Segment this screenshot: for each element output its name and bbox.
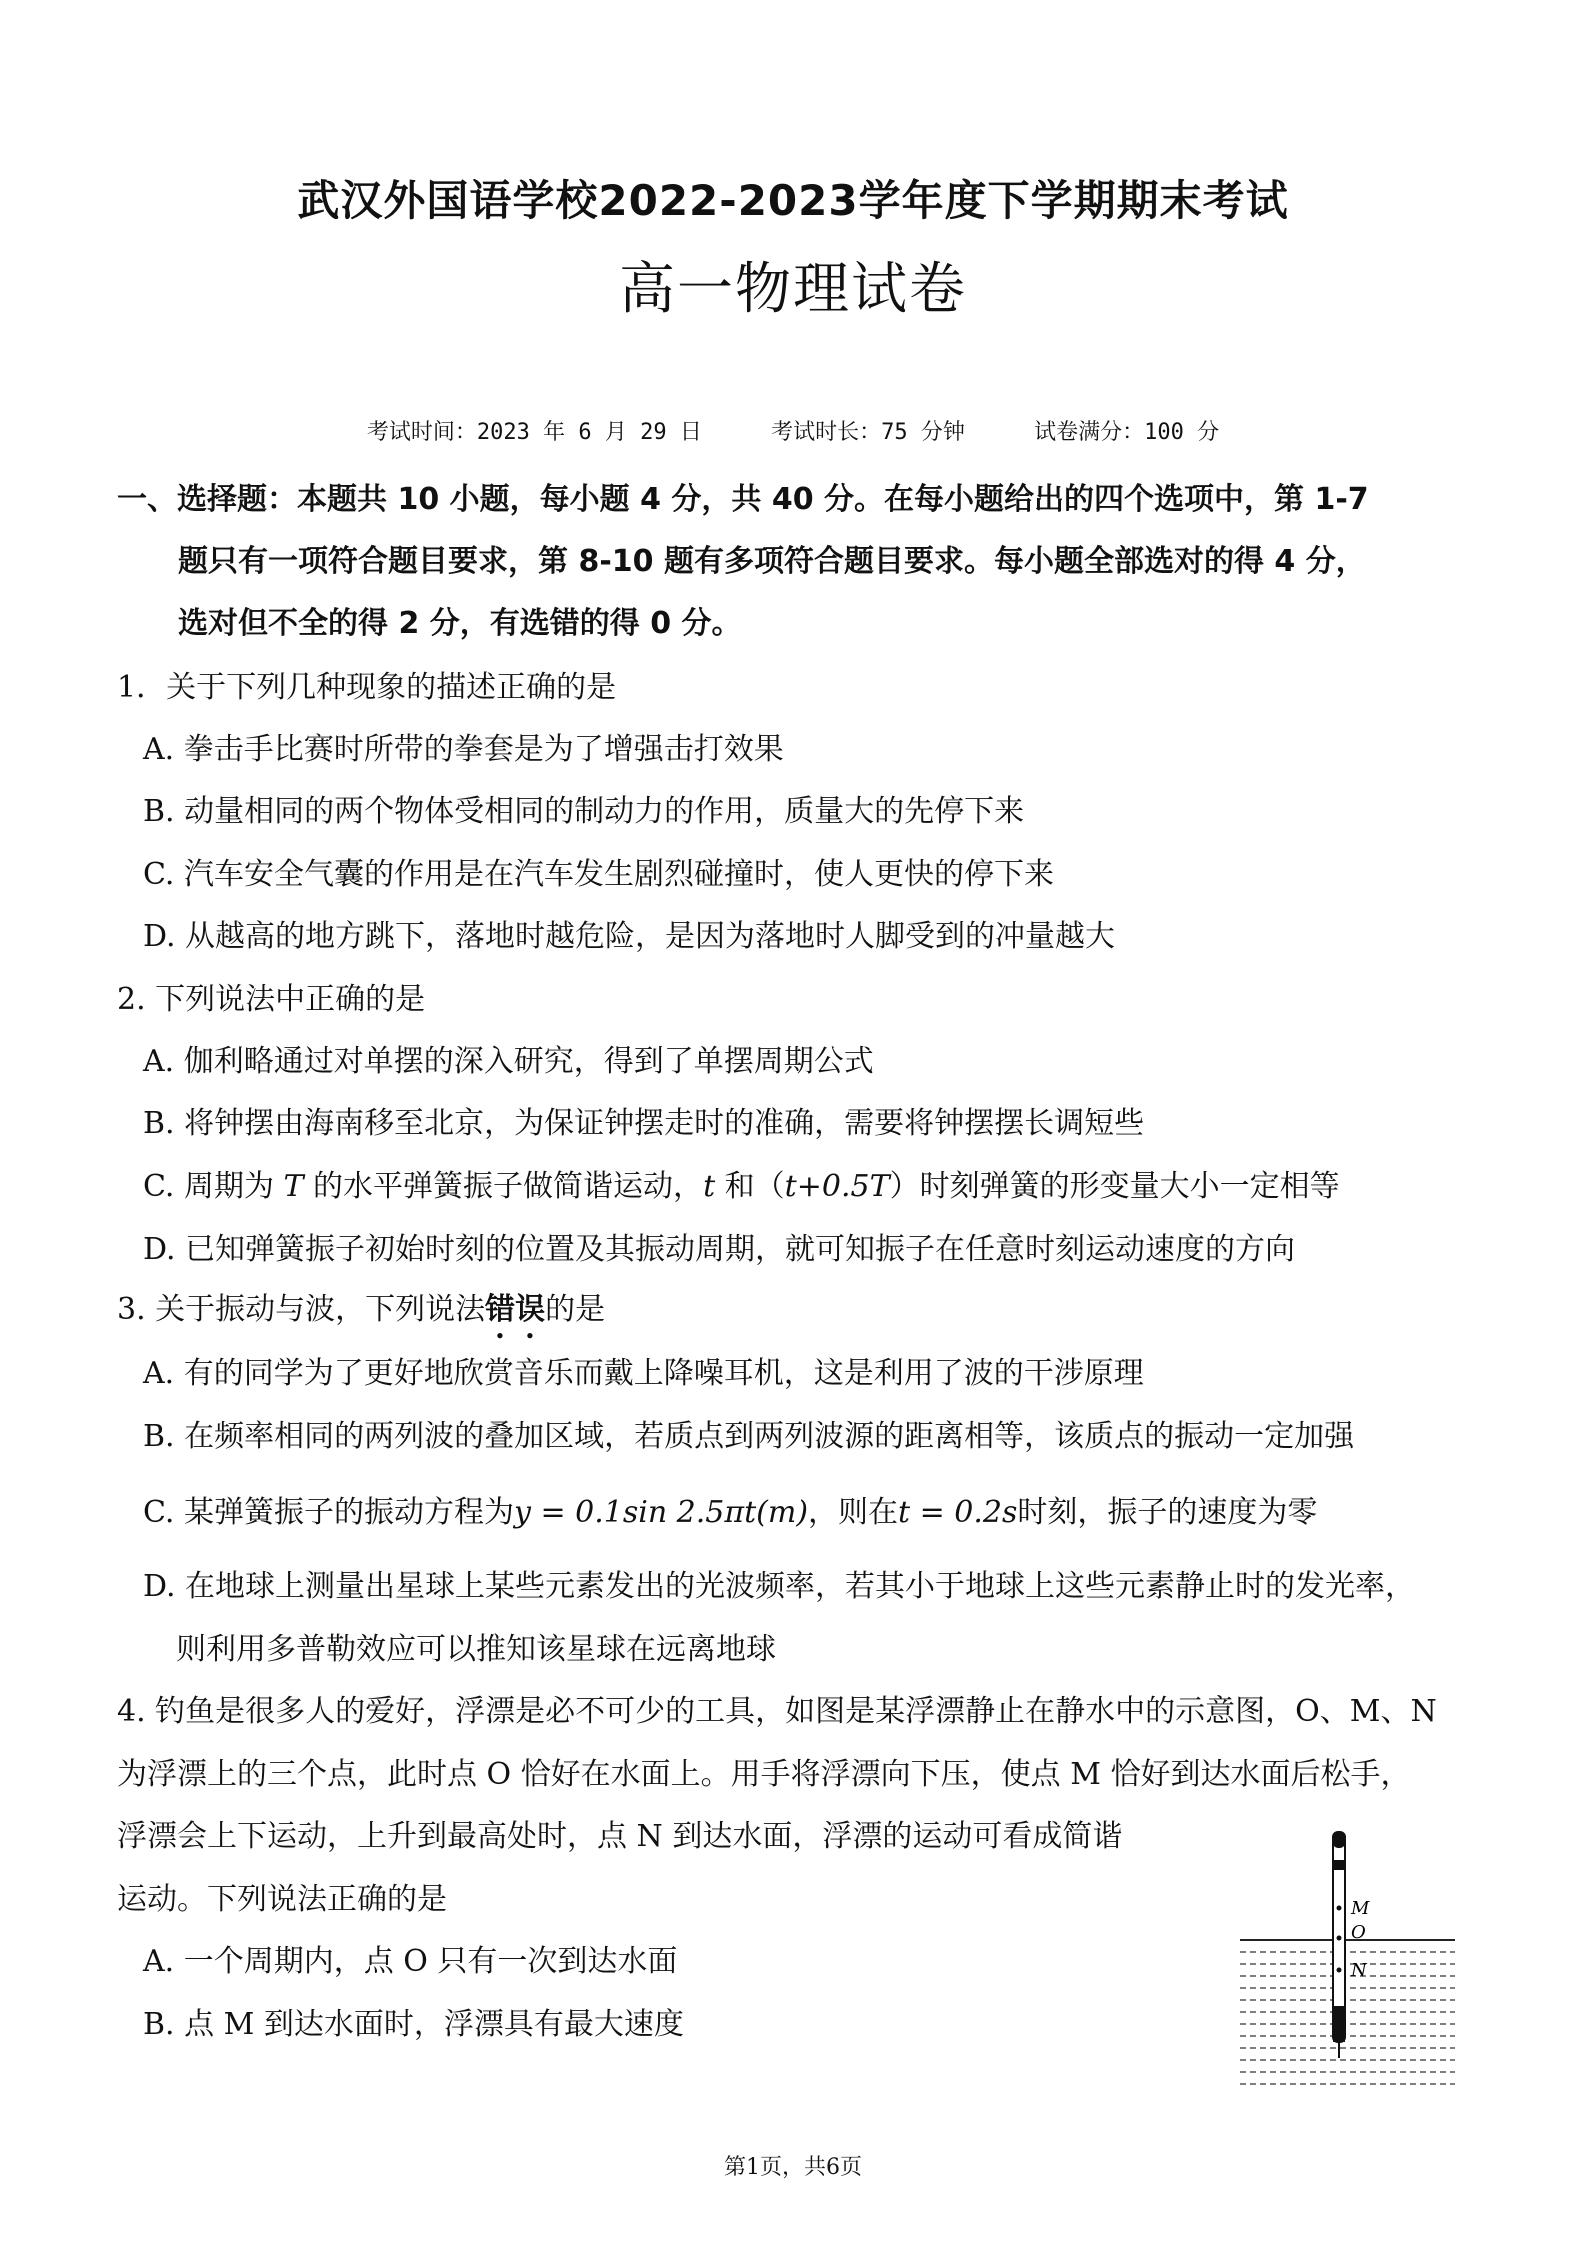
q1-stem: 1．关于下列几种现象的描述正确的是 bbox=[117, 670, 617, 705]
q1-option-a: A. 拳击手比赛时所带的拳套是为了增强击打效果 bbox=[143, 732, 784, 767]
label-n: N bbox=[1351, 1960, 1367, 1981]
q4-stem-line-2: 为浮漂上的三个点，此时点 O 恰好在水面上。用手将浮漂向下压，使点 M 恰好到达水面后松手， bbox=[117, 1757, 1411, 1792]
q1-option-b: B. 动量相同的两个物体受相同的制动力的作用，质量大的先停下来 bbox=[143, 794, 1025, 829]
q4-option-a: A. 一个周期内，点 O 只有一次到达水面 bbox=[143, 1944, 678, 1979]
q3-option-a: A. 有的同学为了更好地欣赏音乐而戴上降噪耳机，这是利用了波的干涉原理 bbox=[143, 1356, 1144, 1391]
q2-option-b: B. 将钟摆由海南移至北京，为保证钟摆走时的准确，需要将钟摆摆长调短些 bbox=[143, 1106, 1145, 1141]
q4-stem-line-3: 浮漂会上下运动，上升到最高处时，点 N 到达水面，浮漂的运动可看成简谐 bbox=[117, 1819, 1123, 1854]
label-m: M bbox=[1351, 1898, 1370, 1919]
q3-option-d-cont: 则利用多普勒效应可以推知该星球在远离地球 bbox=[176, 1632, 776, 1667]
q2-option-a: A. 伽利略通过对单摆的深入研究，得到了单摆周期公式 bbox=[143, 1044, 874, 1079]
float-diagram bbox=[1235, 1830, 1465, 2090]
q3-stem: 3. 关于振动与波，下列说法错误的是 bbox=[117, 1292, 606, 1327]
exam-subtitle: 高一物理试卷 bbox=[619, 257, 967, 322]
q1-option-d: D. 从越高的地方跳下，落地时越危险，是因为落地时人脚受到的冲量越大 bbox=[143, 919, 1116, 954]
label-o: O bbox=[1351, 1922, 1366, 1943]
q4-option-b: B. 点 M 到达水面时，浮漂具有最大速度 bbox=[143, 2007, 684, 2042]
q3-emphasis: 错误 bbox=[485, 1292, 546, 1327]
float-body bbox=[1333, 1832, 1345, 2058]
q3-option-d: D. 在地球上测量出星球上某些元素发出的光波频率，若其小于地球上这些元素静止时的发光率， bbox=[143, 1569, 1416, 1604]
q3-time: t = 0.2s bbox=[898, 1495, 1018, 1530]
exam-duration: 考试时长：75 分钟 bbox=[771, 420, 965, 445]
page-footer: 第1页，共6页 bbox=[724, 2155, 862, 2180]
exam-title: 武汉外国语学校2022-2023学年度下学期期末考试 bbox=[297, 176, 1289, 225]
q2-stem: 2. 下列说法中正确的是 bbox=[117, 982, 426, 1017]
q2-option-d: D. 已知弹簧振子初始时刻的位置及其振动周期，就可知振子在任意时刻运动速度的方向 bbox=[143, 1232, 1296, 1267]
section1-line-3: 选对但不全的得 2 分，有选错的得 0 分。 bbox=[178, 606, 742, 641]
water-hatch bbox=[1240, 1952, 1455, 2084]
section1-line-2: 题只有一项符合题目要求，第 8-10 题有多项符合题目要求。每小题全部选对的得 4 分， bbox=[178, 544, 1366, 579]
q3-equation: y = 0.1sin 2.5πt(m) bbox=[513, 1495, 809, 1530]
q4-stem-line-4: 运动。下列说法正确的是 bbox=[117, 1882, 447, 1917]
exam-full-score: 试卷满分：100 分 bbox=[1034, 420, 1220, 445]
exam-meta bbox=[0, 415, 1586, 446]
exam-date: 考试时间：2023 年 6 月 29 日 bbox=[366, 420, 702, 445]
q3-option-c: C. 某弹簧振子的振动方程为y = 0.1sin 2.5πt(m)，则在t = 0.2s时刻，振子的速度为零 bbox=[143, 1495, 1318, 1530]
q3-option-b: B. 在频率相同的两列波的叠加区域，若质点到两列波源的距离相等，该质点的振动一定加强 bbox=[143, 1419, 1355, 1454]
section1-line-1: 一、选择题：本题共 10 小题，每小题 4 分，共 40 分。在每小题给出的四个选项中，第 1-7 bbox=[117, 482, 1369, 517]
q4-stem-line-1: 4. 钓鱼是很多人的爱好，浮漂是必不可少的工具，如图是某浮漂静止在静水中的示意图，O、M、N bbox=[117, 1694, 1437, 1729]
q2-option-c: C. 周期为 T 的水平弹簧振子做简谐运动，t 和（t+0.5T）时刻弹簧的形变量大小一定相等 bbox=[143, 1169, 1340, 1204]
q1-option-c: C. 汽车安全气囊的作用是在汽车发生剧烈碰撞时，使人更快的停下来 bbox=[143, 857, 1054, 892]
